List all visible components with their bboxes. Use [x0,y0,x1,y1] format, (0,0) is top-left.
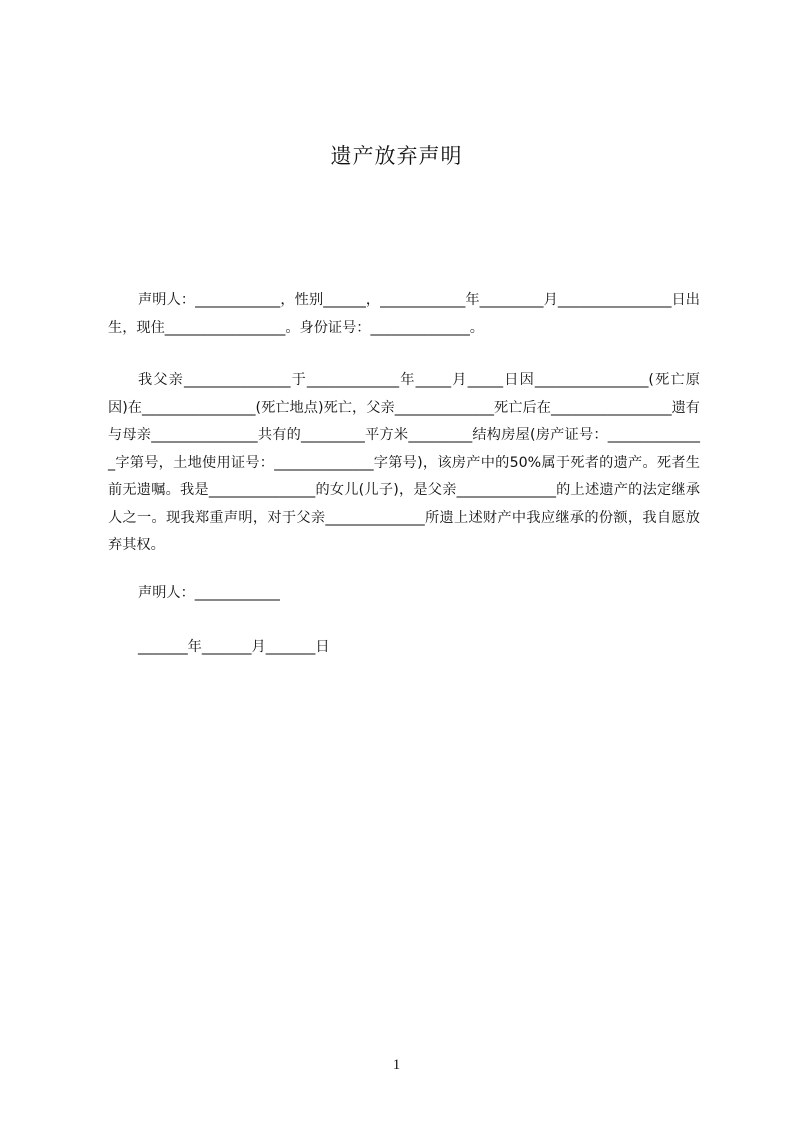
declarant-info-paragraph: 声明人：____________，性别______，____________年_________月________________日出生，现住_________________。身份证号：______________。 [108,292,700,336]
inheritance-waiver-paragraph: 我父亲_______________于_____________年_____月_____日因________________(死亡原因)在________________(死亡地点)死亡，父亲______________死亡后在_________________遗有与母亲_______________共有的_________平方米_________结构房屋(房产证号：______________字第号，土地使用证号：______________字第号)，该房产中的50%属于死者的遗产。死者生前无遗嘱。我是_______________的女儿(儿子)，是父亲______________的上述遗产的法定继承人之一。现我郑重声明，对于父亲______________所遗上述财产中我应继承的份额，我自愿放弃其权。 [108,372,700,553]
signature-line: 声明人：____________ [138,585,280,601]
date-line: _______年_______月_______日 [138,639,330,655]
page-number: 1 [392,1057,401,1073]
document-title: 遗产放弃声明 [330,144,463,168]
